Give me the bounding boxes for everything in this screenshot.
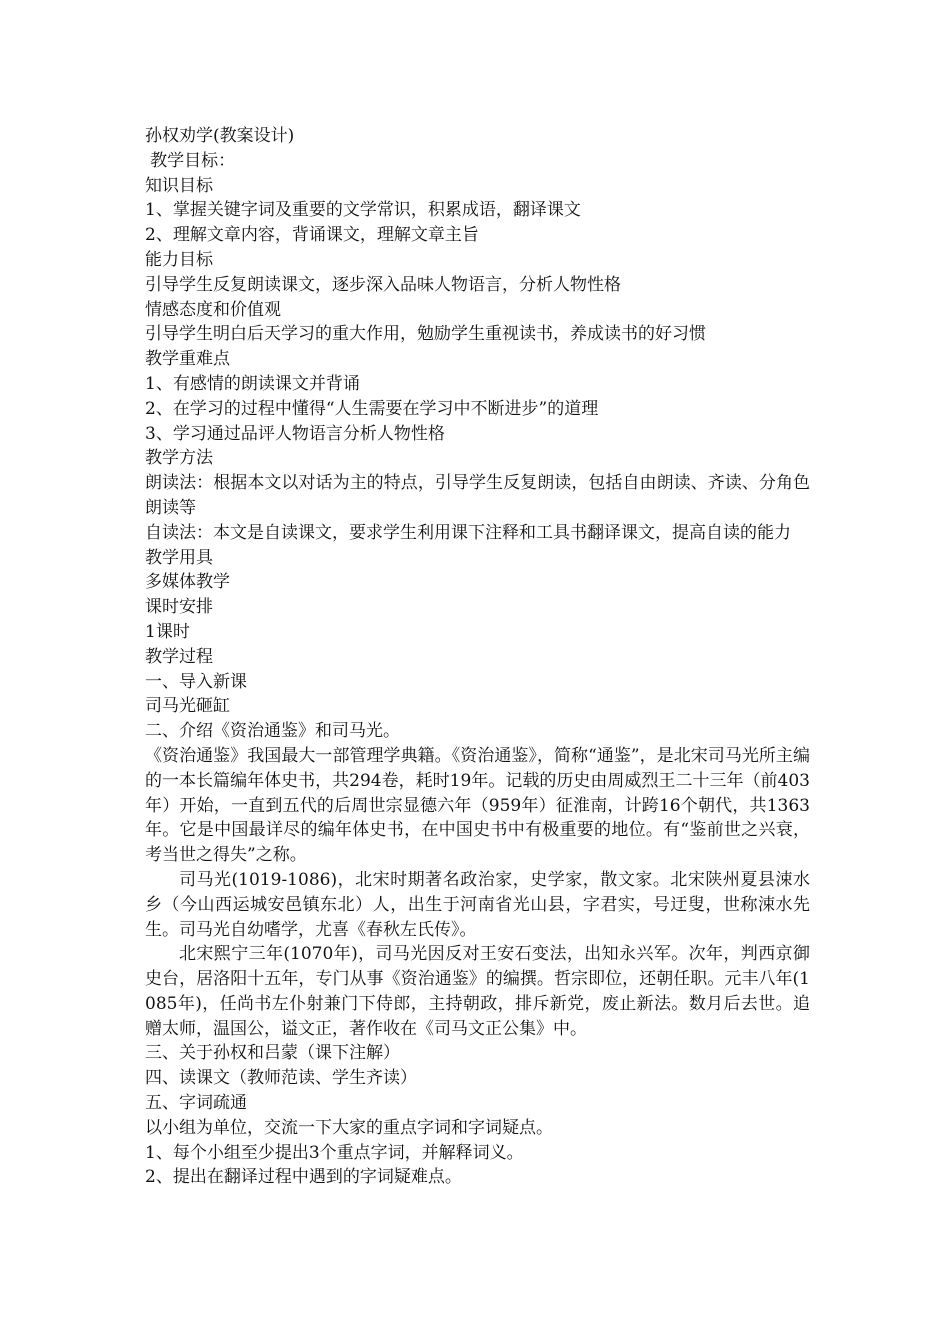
list-item: 2、理解文章内容，背诵课文，理解文章主旨 bbox=[145, 225, 479, 246]
text-line: 引导学生明白后天学习的重大作用，勉励学生重视读书，养成读书的好习惯 bbox=[145, 324, 706, 345]
paragraph-sima-guang-bio: 司马光(1019-1086)，北宋时期著名政治家，史学家，散文家。北宋陕州夏县涑水乡（今山西运城安邑镇东北）人，出生于河南省光山县，字君实，号迂叟，世称涑水先生。司马光自幼嗜学，尤喜《春秋左氏传》。 bbox=[145, 869, 810, 940]
list-item: 2、在学习的过程中懂得“人生需要在学习中不断进步”的道理 bbox=[145, 398, 599, 419]
section-heading-key-difficulties: 教学重难点 bbox=[145, 349, 230, 370]
list-item: 1、每个小组至少提出3个重点字词，并解释词义。 bbox=[145, 1142, 524, 1163]
section-heading-teaching-tools: 教学用具 bbox=[145, 547, 213, 568]
subheading-knowledge-goals: 知识目标 bbox=[145, 175, 213, 196]
subheading-ability-goals: 能力目标 bbox=[145, 249, 213, 270]
document-page bbox=[145, 124, 810, 1190]
text-line: 引导学生反复朗读课文，逐步深入品味人物语言，分析人物性格 bbox=[145, 274, 621, 295]
paragraph-zizhi-tongjian: 《资治通鉴》我国最大一部管理学典籍。《资治通鉴》，简称“通鉴”，是北宋司马光所主编的一本长篇编年体史书，共294卷，耗时19年。记载的历史由周威烈王二十三年（前403年）开始，一直到五代的后周世宗显德六年（959年）征淮南，计跨16个朝代，共1363年。它是中国最详尽的编年体史书，在中国史书中有极重要的地位。有“鉴前世之兴衰，考当世之得失”之称。 bbox=[145, 745, 810, 866]
section-heading-teaching-goals: 教学目标： bbox=[150, 150, 236, 171]
paragraph-self-reading-method: 自读法：本文是自读课文，要求学生利用课下注释和工具书翻译课文，提高自读的能力 bbox=[145, 522, 791, 543]
section-heading-schedule: 课时安排 bbox=[145, 597, 213, 618]
text-line: 1课时 bbox=[145, 621, 190, 642]
section-heading-teaching-methods: 教学方法 bbox=[145, 448, 213, 469]
text-line: 以小组为单位，交流一下大家的重点字词和字词疑点。 bbox=[145, 1117, 553, 1138]
paragraph-sima-guang-career: 北宋熙宁三年(1070年)，司马光因反对王安石变法，出知永兴军。次年，判西京御史台，居洛阳十五年，专门从事《资治通鉴》的编撰。哲宗即位，还朝任职。元丰八年(1085年)，任尚书左仆射兼门下侍郎，主持朝政，排斥新党，废止新法。数月后去世。追赠太师，温国公，谥文正，著作收在《司马文正公集》中。 bbox=[145, 944, 810, 1039]
list-item: 3、学习通过品评人物语言分析人物性格 bbox=[145, 423, 445, 444]
subheading-emotion-values: 情感态度和价值观 bbox=[145, 299, 281, 320]
list-item: 1、掌握关键字词及重要的文学常识，积累成语，翻译课文 bbox=[145, 200, 581, 221]
document-title: 孙权劝学(教案设计) bbox=[145, 126, 295, 146]
text-line: 司马光砸缸 bbox=[145, 696, 230, 717]
step-heading: 五、字词疏通 bbox=[145, 1093, 247, 1114]
step-heading: 二、介绍《资治通鉴》和司马光。 bbox=[145, 721, 400, 742]
paragraph-reading-method: 朗读法：根据本文以对话为主的特点，引导学生反复朗读，包括自由朗读、齐读、分角色朗读等 bbox=[145, 473, 810, 518]
step-heading: 四、读课文（教师范读、学生齐读） bbox=[145, 1068, 417, 1089]
text-line: 多媒体教学 bbox=[145, 572, 230, 593]
section-heading-teaching-process: 教学过程 bbox=[145, 646, 213, 667]
list-item: 2、提出在翻译过程中遇到的字词疑难点。 bbox=[145, 1167, 462, 1188]
list-item: 1、有感情的朗读课文并背诵 bbox=[145, 373, 360, 394]
step-heading: 三、关于孙权和吕蒙（课下注解） bbox=[145, 1043, 400, 1064]
step-heading: 一、导入新课 bbox=[145, 671, 247, 692]
